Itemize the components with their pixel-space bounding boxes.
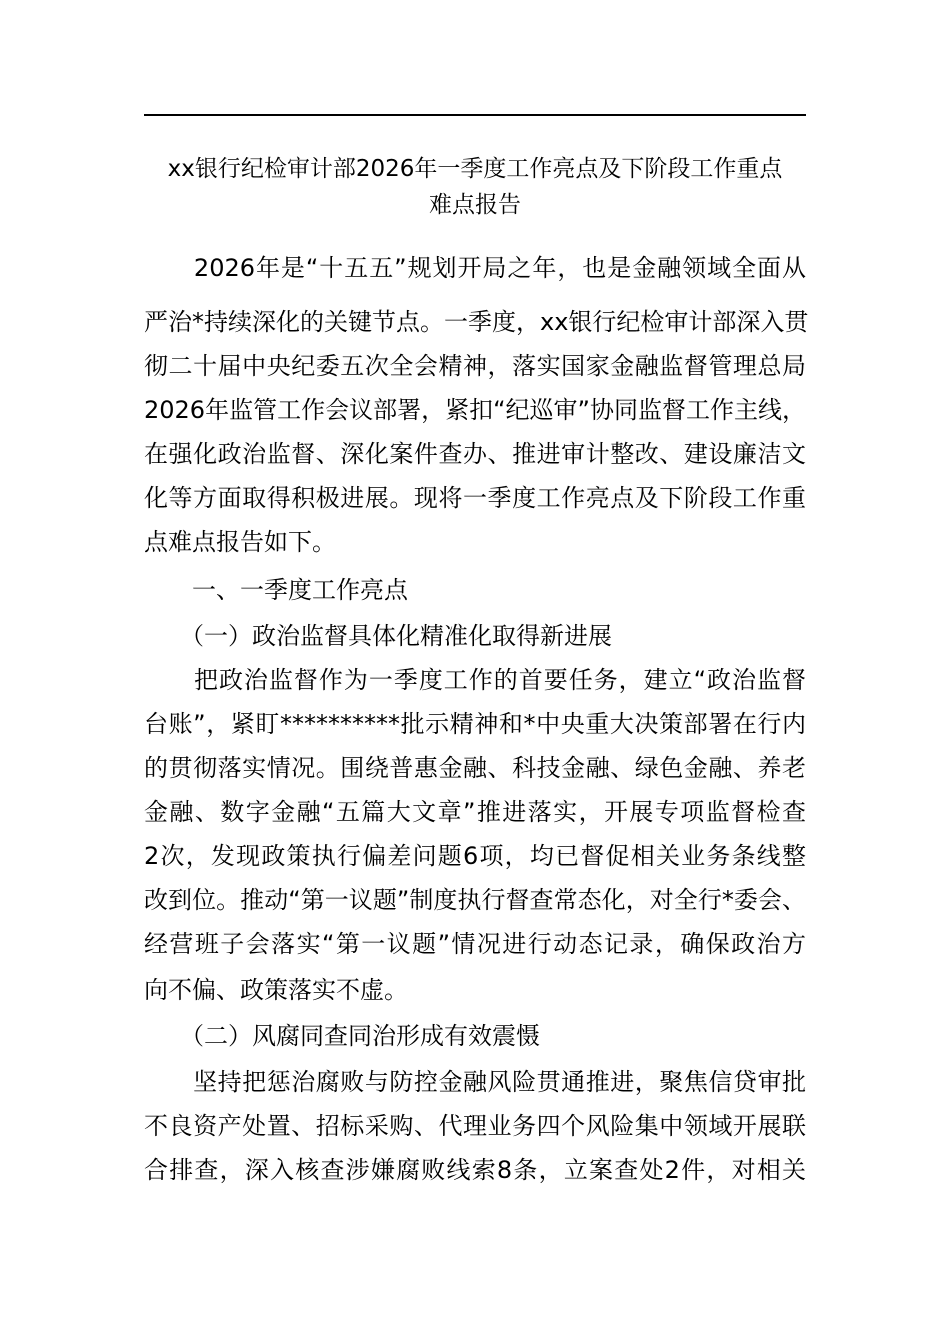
paragraph-line: 台账”，紧盯**********批示精神和*中央重大决策部署在行内 bbox=[144, 710, 806, 738]
header-rule bbox=[144, 114, 806, 116]
paragraph-line: 化等方面取得积极进展。现将一季度工作亮点及下阶段工作重 bbox=[144, 484, 806, 512]
paragraph-line: 点难点报告如下。 bbox=[144, 528, 336, 556]
paragraph-line: 金融、数字金融“五篇大文章”推进落实，开展专项监督检查 bbox=[144, 798, 806, 826]
paragraph-line: 向不偏、政策落实不虚。 bbox=[144, 976, 408, 1004]
paragraph-line: 坚持把惩治腐败与防控金融风险贯通推进，聚焦信贷审批 bbox=[144, 1068, 806, 1096]
subsection-heading: （一）政治监督具体化精准化取得新进展 bbox=[144, 622, 612, 650]
paragraph-line: 2次，发现政策执行偏差问题6项，均已督促相关业务条线整 bbox=[144, 842, 806, 870]
paragraph-line: 彻二十届中央纪委五次全会精神，落实国家金融监督管理总局 bbox=[144, 352, 806, 380]
paragraph-line: 严治*持续深化的关键节点。一季度，xx银行纪检审计部深入贯 bbox=[144, 308, 809, 336]
paragraph-line: 2026年是“十五五”规划开局之年，也是金融领域全面从 bbox=[144, 254, 806, 282]
paragraph-line: 经营班子会落实“第一议题”情况进行动态记录，确保政治方 bbox=[144, 930, 806, 958]
paragraph-line: 的贯彻落实情况。围绕普惠金融、科技金融、绿色金融、养老 bbox=[144, 754, 806, 782]
paragraph-line: 不良资产处置、招标采购、代理业务四个风险集中领域开展联 bbox=[144, 1112, 806, 1140]
document-title-line-2: 难点报告 bbox=[429, 192, 521, 218]
paragraph-line: 在强化政治监督、深化案件查办、推进审计整改、建设廉洁文 bbox=[144, 440, 806, 468]
subsection-heading: （二）风腐同查同治形成有效震慑 bbox=[144, 1022, 540, 1050]
section-heading: 一、一季度工作亮点 bbox=[144, 576, 408, 604]
paragraph-line: 把政治监督作为一季度工作的首要任务，建立“政治监督 bbox=[144, 666, 806, 694]
paragraph-line: 改到位。推动“第一议题”制度执行督查常态化，对全行*委会、 bbox=[144, 886, 806, 914]
document-title-line-1: xx银行纪检审计部2026年一季度工作亮点及下阶段工作重点 bbox=[167, 156, 783, 182]
paragraph-line: 2026年监管工作会议部署，紧扣“纪巡审”协同监督工作主线， bbox=[144, 396, 806, 424]
paragraph-line: 合排查，深入核查涉嫌腐败线索8条，立案查处2件，对相关 bbox=[144, 1156, 806, 1184]
